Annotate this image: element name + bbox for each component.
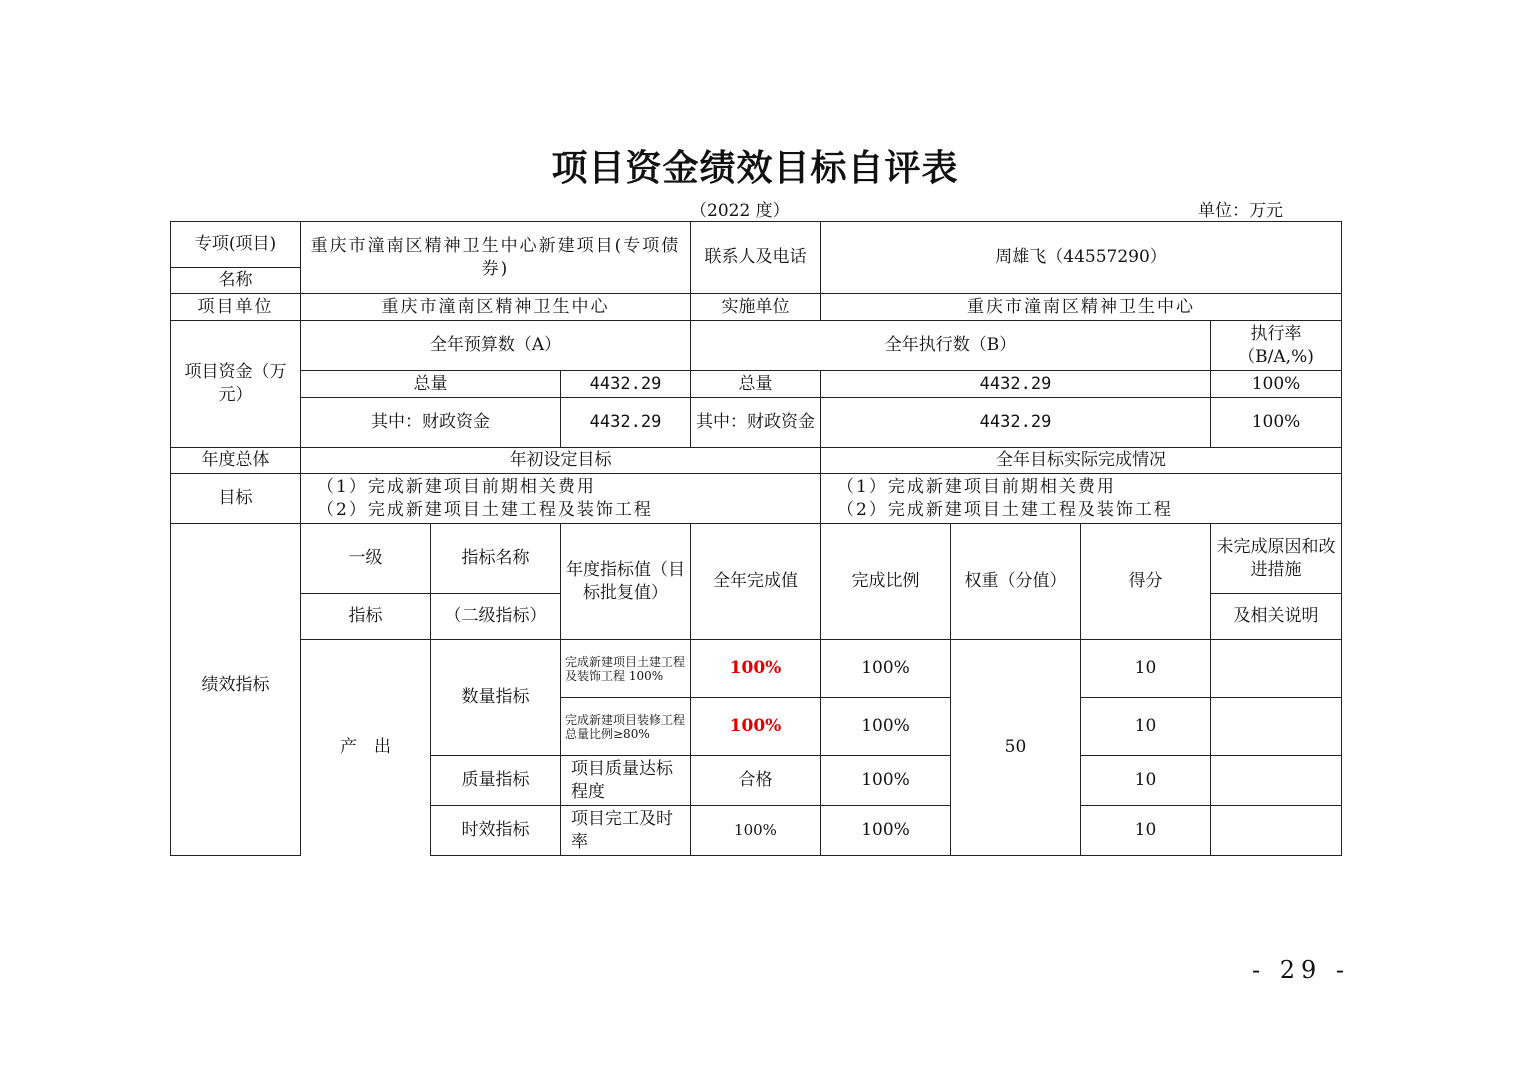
document-title: 项目资金绩效目标自评表 — [551, 147, 959, 189]
total-rate: 100% — [1211, 371, 1342, 398]
goals-actual-line-2: （2）完成新建项目土建工程及装饰工程 — [837, 499, 1173, 520]
contact-value: 周雄飞（44557290） — [821, 222, 1342, 294]
header-complete: 全年完成值 — [691, 524, 821, 640]
header-level-2: 指标 — [301, 594, 431, 640]
performance-label: 绩效指标 — [171, 524, 301, 856]
target-value: 完成新建项目装修工程总量比例≥80% — [561, 698, 691, 756]
project-name-label-2: 名称 — [171, 268, 301, 294]
project-name-label-1: 专项(项目) — [171, 222, 301, 268]
reason-value — [1211, 698, 1342, 756]
target-value: 完成新建项目土建工程及装饰工程 100% — [561, 640, 691, 698]
fiscal-label-b: 其中：财政资金 — [691, 398, 821, 448]
reason-value — [1211, 806, 1342, 856]
goals-set-line-1: （1）完成新建项目前期相关费用 — [317, 476, 596, 497]
impl-unit-label: 实施单位 — [691, 294, 821, 321]
header-ratio: 完成比例 — [821, 524, 951, 640]
header-level-1: 一级 — [301, 524, 431, 594]
fiscal-rate: 100% — [1211, 398, 1342, 448]
total-a: 4432.29 — [561, 371, 691, 398]
fiscal-a: 4432.29 — [561, 398, 691, 448]
fiscal-b: 4432.29 — [821, 398, 1211, 448]
score-value: 10 — [1081, 640, 1211, 698]
complete-value: 100% — [691, 698, 821, 756]
goals-set-header: 年初设定目标 — [301, 448, 821, 474]
score-value: 10 — [1081, 756, 1211, 806]
year-label: （2022 度） — [690, 201, 790, 221]
category-quantity: 数量指标 — [431, 640, 561, 756]
header-weight: 权重（分值） — [951, 524, 1081, 640]
complete-value: 100% — [691, 640, 821, 698]
score-value: 10 — [1081, 806, 1211, 856]
category-timeliness: 时效指标 — [431, 806, 561, 856]
page-number: - 29 - — [1252, 956, 1351, 984]
total-b: 4432.29 — [821, 371, 1211, 398]
exec-header: 全年执行数（B） — [691, 321, 1211, 371]
complete-value: 100% — [691, 806, 821, 856]
project-unit-value: 重庆市潼南区精神卫生中心 — [301, 294, 691, 321]
self-evaluation-table — [170, 221, 1342, 856]
project-unit-label: 项目单位 — [171, 294, 301, 321]
header-reason-1: 未完成原因和改进措施 — [1211, 524, 1342, 594]
category-quality: 质量指标 — [431, 756, 561, 806]
goals-label-2: 目标 — [171, 474, 301, 524]
ratio-value: 100% — [821, 698, 951, 756]
complete-value: 合格 — [691, 756, 821, 806]
fiscal-label-a: 其中：财政资金 — [301, 398, 561, 448]
impl-unit-value: 重庆市潼南区精神卫生中心 — [821, 294, 1342, 321]
budget-header: 全年预算数（A） — [301, 321, 691, 371]
ratio-value: 100% — [821, 756, 951, 806]
goals-label-1: 年度总体 — [171, 448, 301, 474]
contact-label: 联系人及电话 — [691, 222, 821, 294]
total-label-b: 总量 — [691, 371, 821, 398]
goals-set-line-2: （2）完成新建项目土建工程及装饰工程 — [317, 499, 653, 520]
header-name-1: 指标名称 — [431, 524, 561, 594]
total-label-a: 总量 — [301, 371, 561, 398]
goals-actual-line-1: （1）完成新建项目前期相关费用 — [837, 476, 1116, 497]
goals-actual-content — [821, 474, 1342, 524]
goals-set-content — [301, 474, 821, 524]
header-score: 得分 — [1081, 524, 1211, 640]
header-target: 年度指标值（目标批复值） — [561, 524, 691, 640]
target-value: 项目质量达标程度 — [561, 756, 691, 806]
target-value: 项目完工及时率 — [561, 806, 691, 856]
rate-header: 执行率（B/A,%) — [1211, 321, 1342, 371]
header-name-2: （二级指标） — [431, 594, 561, 640]
table-row — [171, 640, 1342, 698]
funds-label: 项目资金（万元） — [171, 321, 301, 448]
project-name-value: 重庆市潼南区精神卫生中心新建项目(专项债券) — [301, 222, 691, 294]
weight-value: 50 — [951, 640, 1081, 856]
unit-label: 单位：万元 — [1198, 201, 1283, 221]
reason-value — [1211, 640, 1342, 698]
level1-output: 产 出 — [301, 640, 431, 856]
goals-actual-header: 全年目标实际完成情况 — [821, 448, 1342, 474]
ratio-value: 100% — [821, 806, 951, 856]
score-value: 10 — [1081, 698, 1211, 756]
header-reason-2: 及相关说明 — [1211, 594, 1342, 640]
reason-value — [1211, 756, 1342, 806]
ratio-value: 100% — [821, 640, 951, 698]
